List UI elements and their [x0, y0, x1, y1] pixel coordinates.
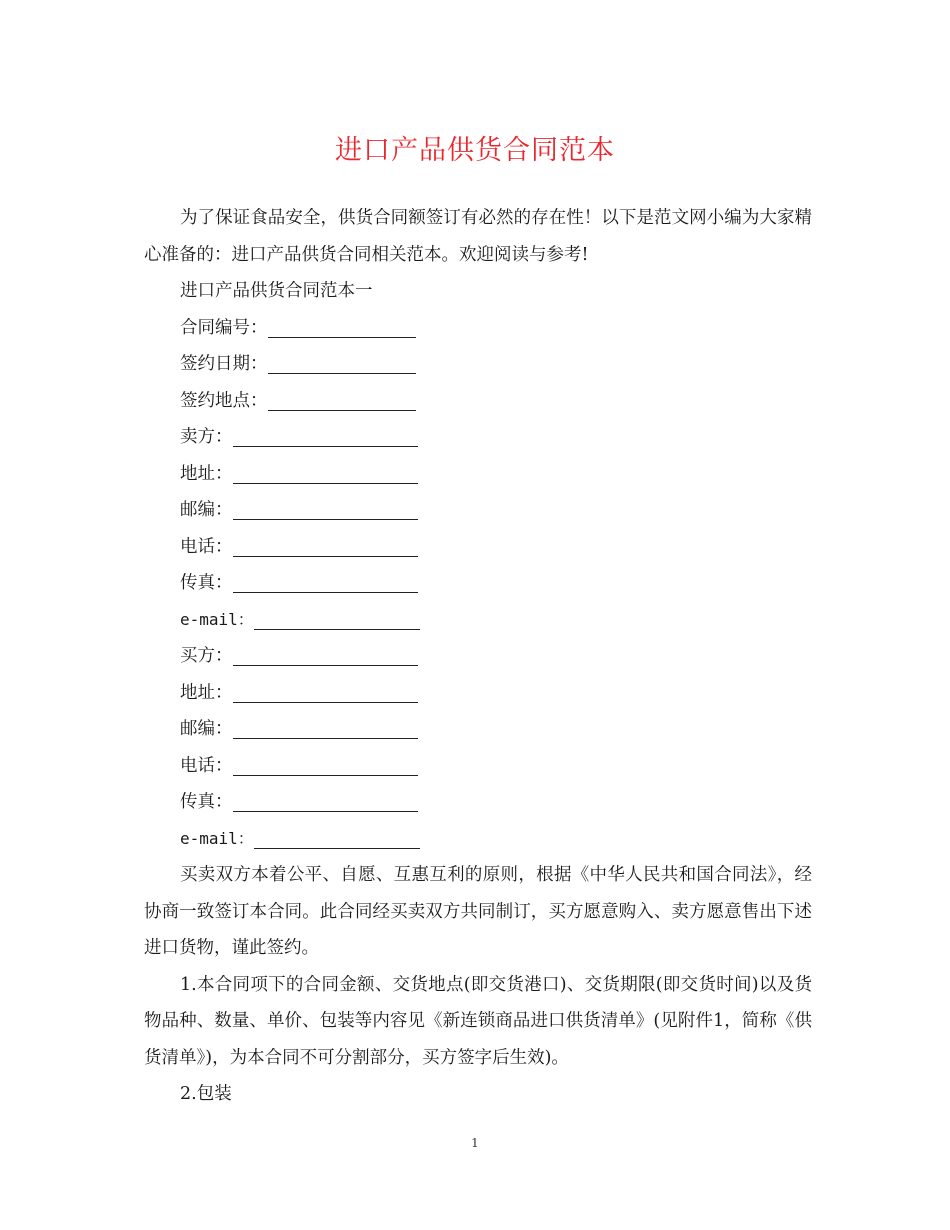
clause-2-heading: 2.包装 — [180, 1084, 232, 1104]
field-row — [144, 456, 812, 493]
intro-paragraph: 为了保证食品安全，供货合同额签订有必然的存在性！以下是范文网小编为大家精心准备的：进口产品供货合同相关范本。欢迎阅读与参考! — [144, 208, 812, 265]
field-blank[interactable] — [233, 570, 418, 593]
field-label: 签约地点： — [180, 390, 268, 411]
field-row — [144, 310, 812, 347]
field-blank[interactable] — [233, 424, 418, 447]
field-row — [144, 383, 812, 420]
field-row — [144, 492, 812, 529]
field-row — [144, 346, 812, 383]
field-row — [144, 784, 812, 821]
field-blank[interactable] — [233, 753, 418, 776]
field-row — [144, 602, 812, 639]
field-row — [144, 638, 812, 675]
field-row — [144, 565, 812, 602]
field-row — [144, 529, 812, 566]
field-label: 买方： — [180, 646, 233, 666]
field-label: 邮编： — [180, 719, 233, 739]
field-label: 签约日期： — [180, 354, 268, 374]
field-label: 卖方： — [180, 427, 233, 447]
document-title: 进口产品供货合同范本 — [335, 135, 615, 166]
field-blank[interactable] — [254, 607, 420, 630]
field-label: 电话： — [180, 755, 233, 776]
contract-fields — [144, 310, 812, 858]
field-blank[interactable] — [233, 461, 418, 484]
field-label: 传真： — [180, 792, 233, 812]
field-row — [144, 711, 812, 748]
field-row — [144, 748, 812, 785]
field-label: e-mail： — [180, 609, 254, 629]
field-label: 邮编： — [180, 500, 233, 520]
field-label: 地址： — [180, 463, 233, 484]
page-number: 1 — [471, 1136, 479, 1150]
field-blank[interactable] — [233, 534, 418, 557]
field-label: 传真： — [180, 573, 233, 593]
field-row — [144, 821, 812, 858]
field-blank[interactable] — [268, 351, 416, 374]
field-blank[interactable] — [233, 716, 418, 739]
clause-1-paragraph: 1.本合同项下的合同金额、交货地点(即交货港口)、交货期限(即交货时间)以及货物品种、数量、单价、包装等内容见《新连锁商品进口供货清单》(见附件1，简称《供货清单》)，为本合同不可分割部分，买方签字后生效)。 — [144, 974, 812, 1068]
field-label: 合同编号： — [180, 317, 268, 338]
field-blank[interactable] — [233, 680, 418, 703]
principles-paragraph: 买卖双方本着公平、自愿、互惠互利的原则，根据《中华人民共和国合同法》，经协商一致签订本合同。此合同经买卖双方共同制订，买方愿意购入、卖方愿意售出下述进口货物，谨此签约。 — [144, 865, 812, 958]
field-blank[interactable] — [268, 315, 416, 338]
field-row — [144, 419, 812, 456]
field-label: 地址： — [180, 682, 233, 703]
field-row — [144, 675, 812, 712]
field-blank[interactable] — [233, 497, 418, 520]
field-blank[interactable] — [254, 826, 420, 849]
field-blank[interactable] — [233, 643, 418, 666]
section-heading: 进口产品供货合同范本一 — [180, 281, 373, 301]
field-blank[interactable] — [268, 388, 416, 411]
field-label: 电话： — [180, 536, 233, 557]
document-body — [144, 200, 812, 1113]
field-blank[interactable] — [233, 789, 418, 812]
field-label: e-mail： — [180, 828, 254, 848]
